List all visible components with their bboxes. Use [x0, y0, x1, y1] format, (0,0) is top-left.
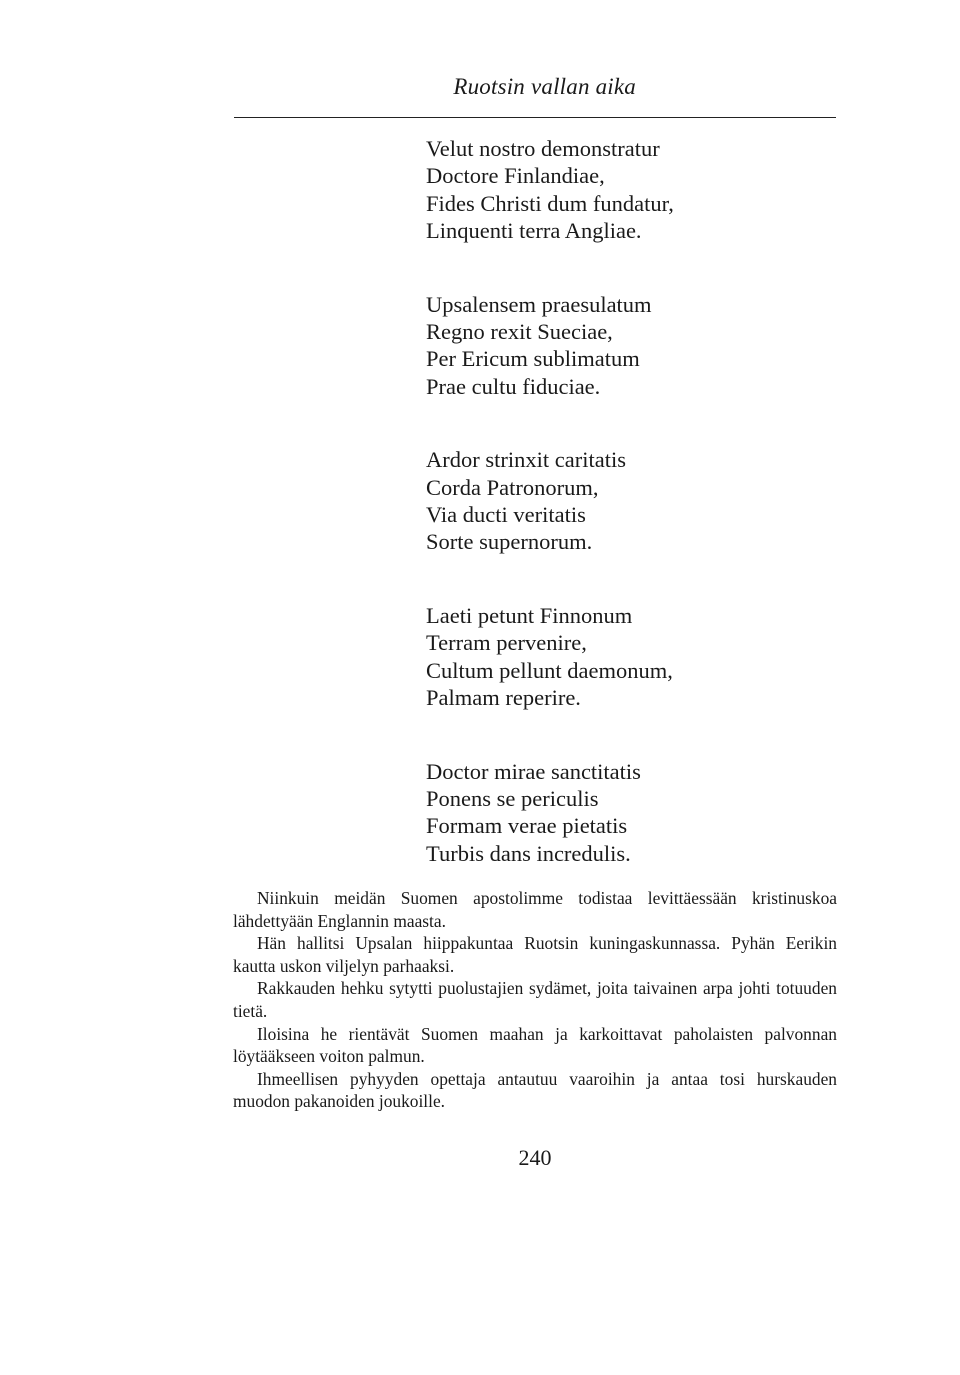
poem-line: Fides Christi dum fundatur, [426, 190, 674, 216]
translation-paragraph: Hän hallitsi Upsalan hiippakuntaa Ruotsin kuningaskunnassa. Pyhän Eerikin kautta uskon viljelyn parhaaksi. [233, 933, 837, 976]
poem-stanza [426, 135, 846, 245]
poem-line: Velut nostro demonstratur [426, 136, 660, 161]
poem-line: Per Ericum sublimatum [426, 346, 640, 372]
poem-line: Prae cultu fiduciae. [426, 373, 601, 399]
translation-paragraph: Iloisina he rientävät Suomen maahan ja karkoittavat paholaisten palvonnan löytääkseen voiton palmun. [233, 1023, 837, 1067]
poem-line: Doctore Finlandiae, [426, 163, 605, 189]
running-title: Ruotsin vallan aika [453, 74, 636, 99]
poem-line: Regno rexit Sueciae, [426, 319, 613, 345]
finnish-translation [233, 887, 837, 1113]
poem-line: Laeti petunt Finnonum [426, 602, 633, 628]
poem-line: Turbis dans incredulis. [426, 840, 631, 866]
poem-line: Linquenti terra Angliae. [426, 218, 642, 244]
poem-line: Formam verae pietatis [426, 813, 628, 839]
poem-line: Cultum pellunt daemonum, [426, 657, 673, 683]
poem-line: Doctor mirae sanctitatis [426, 758, 641, 784]
poem-stanza [426, 602, 846, 712]
poem-stanza [426, 291, 846, 401]
header-rule [234, 117, 836, 118]
page-number: 240 [518, 1145, 552, 1170]
poem-line: Via ducti veritatis [426, 502, 586, 528]
poem-line: Palmam reperire. [426, 685, 581, 711]
latin-poem [426, 135, 846, 913]
translation-paragraph: Ihmeellisen pyhyyden opettaja antautuu vaaroihin ja antaa tosi hurskauden muodon pakanoiden joukoille. [233, 1068, 837, 1112]
poem-line: Ponens se periculis [426, 785, 599, 811]
poem-line: Terram pervenire, [426, 630, 587, 656]
translation-paragraph: Rakkauden hehku sytytti puolustajien sydämet, joita taivainen arpa johti totuuden tietä. [233, 978, 837, 1021]
running-header [234, 74, 836, 100]
poem-stanza [426, 758, 846, 868]
translation-paragraph: Niinkuin meidän Suomen apostolimme todistaa levittäessään kristinuskoa lähdettyään Englannin maasta. [233, 888, 837, 931]
poem-stanza [426, 446, 846, 556]
poem-line: Sorte supernorum. [426, 529, 593, 555]
poem-line: Ardor strinxit caritatis [426, 447, 626, 473]
poem-line: Corda Patronorum, [426, 474, 599, 500]
poem-line: Upsalensem praesulatum [426, 291, 652, 317]
